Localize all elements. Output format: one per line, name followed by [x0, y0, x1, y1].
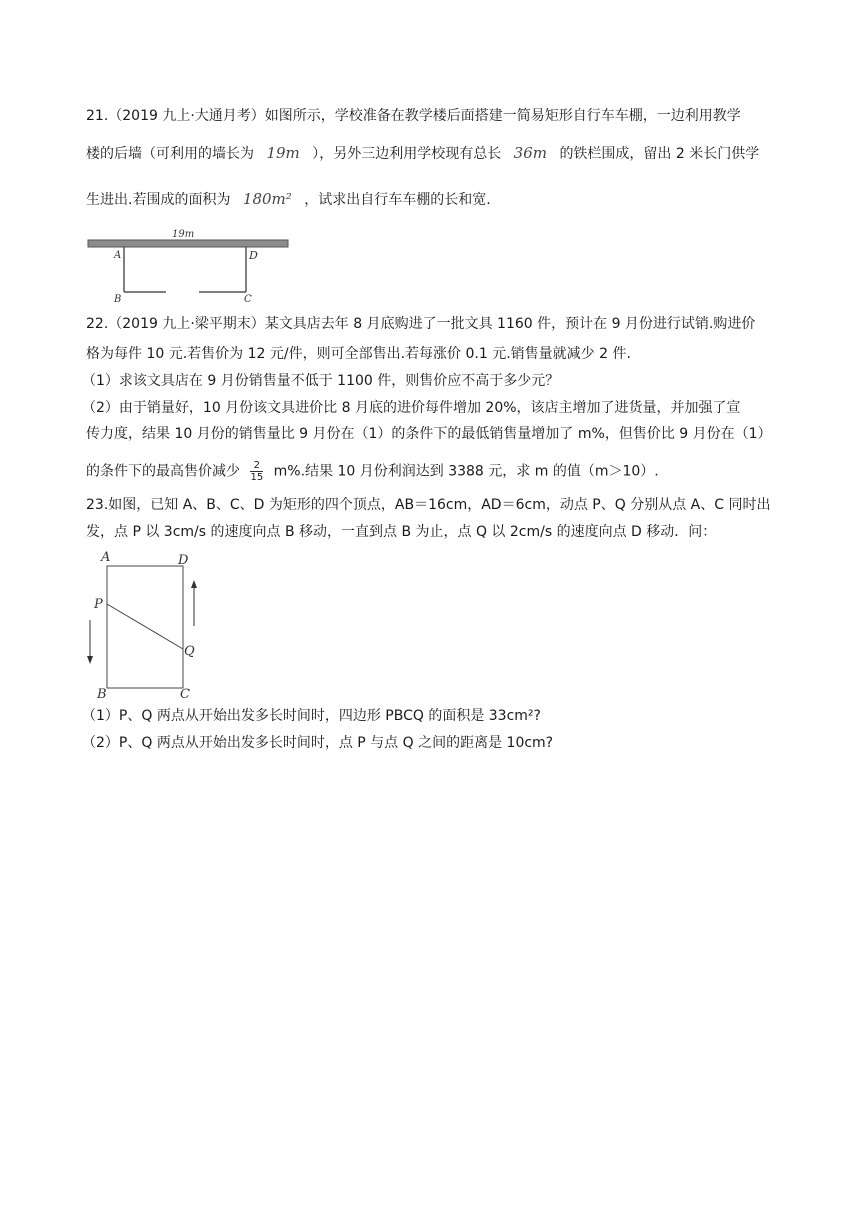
q21-line-2: [86, 143, 759, 164]
q22-sub2-line-3: [86, 460, 659, 483]
q22-sub1: （1）求该文具店在 9 月份销售量不低于 1100 件，则售价应不高于多少元？: [82, 373, 560, 389]
vertex-c-label: C: [180, 687, 190, 700]
fraction-denominator: 15: [250, 472, 264, 483]
q22-sub2-line-1: （2）由于销量好，10 月份该文具进价比 8 月底的进价每件增加 20%，该店主增加了进货量，并加强了宣: [82, 400, 741, 416]
q22-text: m%.结果 10 月份利润达到 3388 元，求 m 的值（m＞10）.: [273, 463, 659, 480]
vertex-a-label: A: [114, 250, 122, 261]
vertex-d-label: D: [178, 553, 189, 568]
fence-length-formula: 36m: [513, 144, 547, 162]
q21-line-1: 21.（2019 九上·大通月考）如图所示，学校准备在教学楼后面搭建一简易矩形自行车车棚，一边利用教学: [86, 108, 741, 124]
arrow-down-icon: [87, 656, 93, 664]
q21-text: 楼的后墙（可利用的墙长为: [86, 146, 254, 162]
q22-sub2-line-2: 传力度，结果 10 月份的销售量比 9 月份在（1）的条件下的最低销售量增加了 m%，但售价比 9 月份在（1）: [86, 426, 772, 442]
q23-line-1: 23.如图，已知 A、B、C、D 为矩形的四个顶点，AB＝16cm，AD＝6cm，动点 P、Q 分别从点 A、C 同时出: [86, 497, 771, 513]
point-q-label: Q: [184, 644, 195, 659]
wall-bar: [88, 240, 288, 247]
fraction-numerator: 2: [250, 460, 263, 472]
q21-line-3: [86, 189, 491, 210]
point-p-label: P: [94, 597, 103, 612]
bike-shed-figure: [84, 226, 294, 306]
vertex-d-label: D: [249, 249, 258, 262]
q22-line-2: 格为每件 10 元.若售价为 12 元/件，则可全部售出.若每涨价 0.1 元.销售量就减少 2 件.: [86, 346, 631, 362]
q23-sub2: （2）P、Q 两点从开始出发多长时间时，点 P 与点 Q 之间的距离是 10cm?: [82, 735, 554, 751]
q21-text: 生进出.若围成的面积为: [86, 192, 231, 208]
vertex-a-label: A: [101, 550, 111, 565]
q21-text: ），另外三边利用学校现有总长: [312, 146, 502, 162]
q21-text: 的铁栏围成，留出 2 米长门供学: [559, 146, 760, 162]
fraction-two-fifteenths: [250, 460, 263, 483]
segment-pq: [107, 604, 183, 649]
q22-line-1: 22.（2019 九上·梁平期末）某文具店去年 8 月底购进了一批文具 1160 件，预计在 9 月份进行试销.购进价: [86, 316, 756, 332]
vertex-b-label: B: [114, 294, 122, 305]
arrow-up-icon: [191, 580, 197, 588]
vertex-b-label: B: [97, 687, 107, 700]
q22-text: 的条件下的最高售价减少: [86, 463, 240, 480]
wall-length-formula: 19m: [266, 144, 300, 162]
q21-text: ，试求出自行车车棚的长和宽.: [304, 192, 491, 208]
q23-sub1: （1）P、Q 两点从开始出发多长时间时，四边形 PBCQ 的面积是 33cm²?: [82, 708, 541, 724]
wall-label: 19m: [172, 229, 195, 240]
rectangle-pq-figure: [84, 548, 214, 700]
vertex-c-label: C: [244, 294, 252, 305]
q23-line-2: 发，点 P 以 3cm/s 的速度向点 B 移动，一直到点 B 为止，点 Q 以 2cm/s 的速度向点 D 移动．问：: [86, 524, 717, 540]
area-formula: 180m²: [242, 190, 292, 208]
